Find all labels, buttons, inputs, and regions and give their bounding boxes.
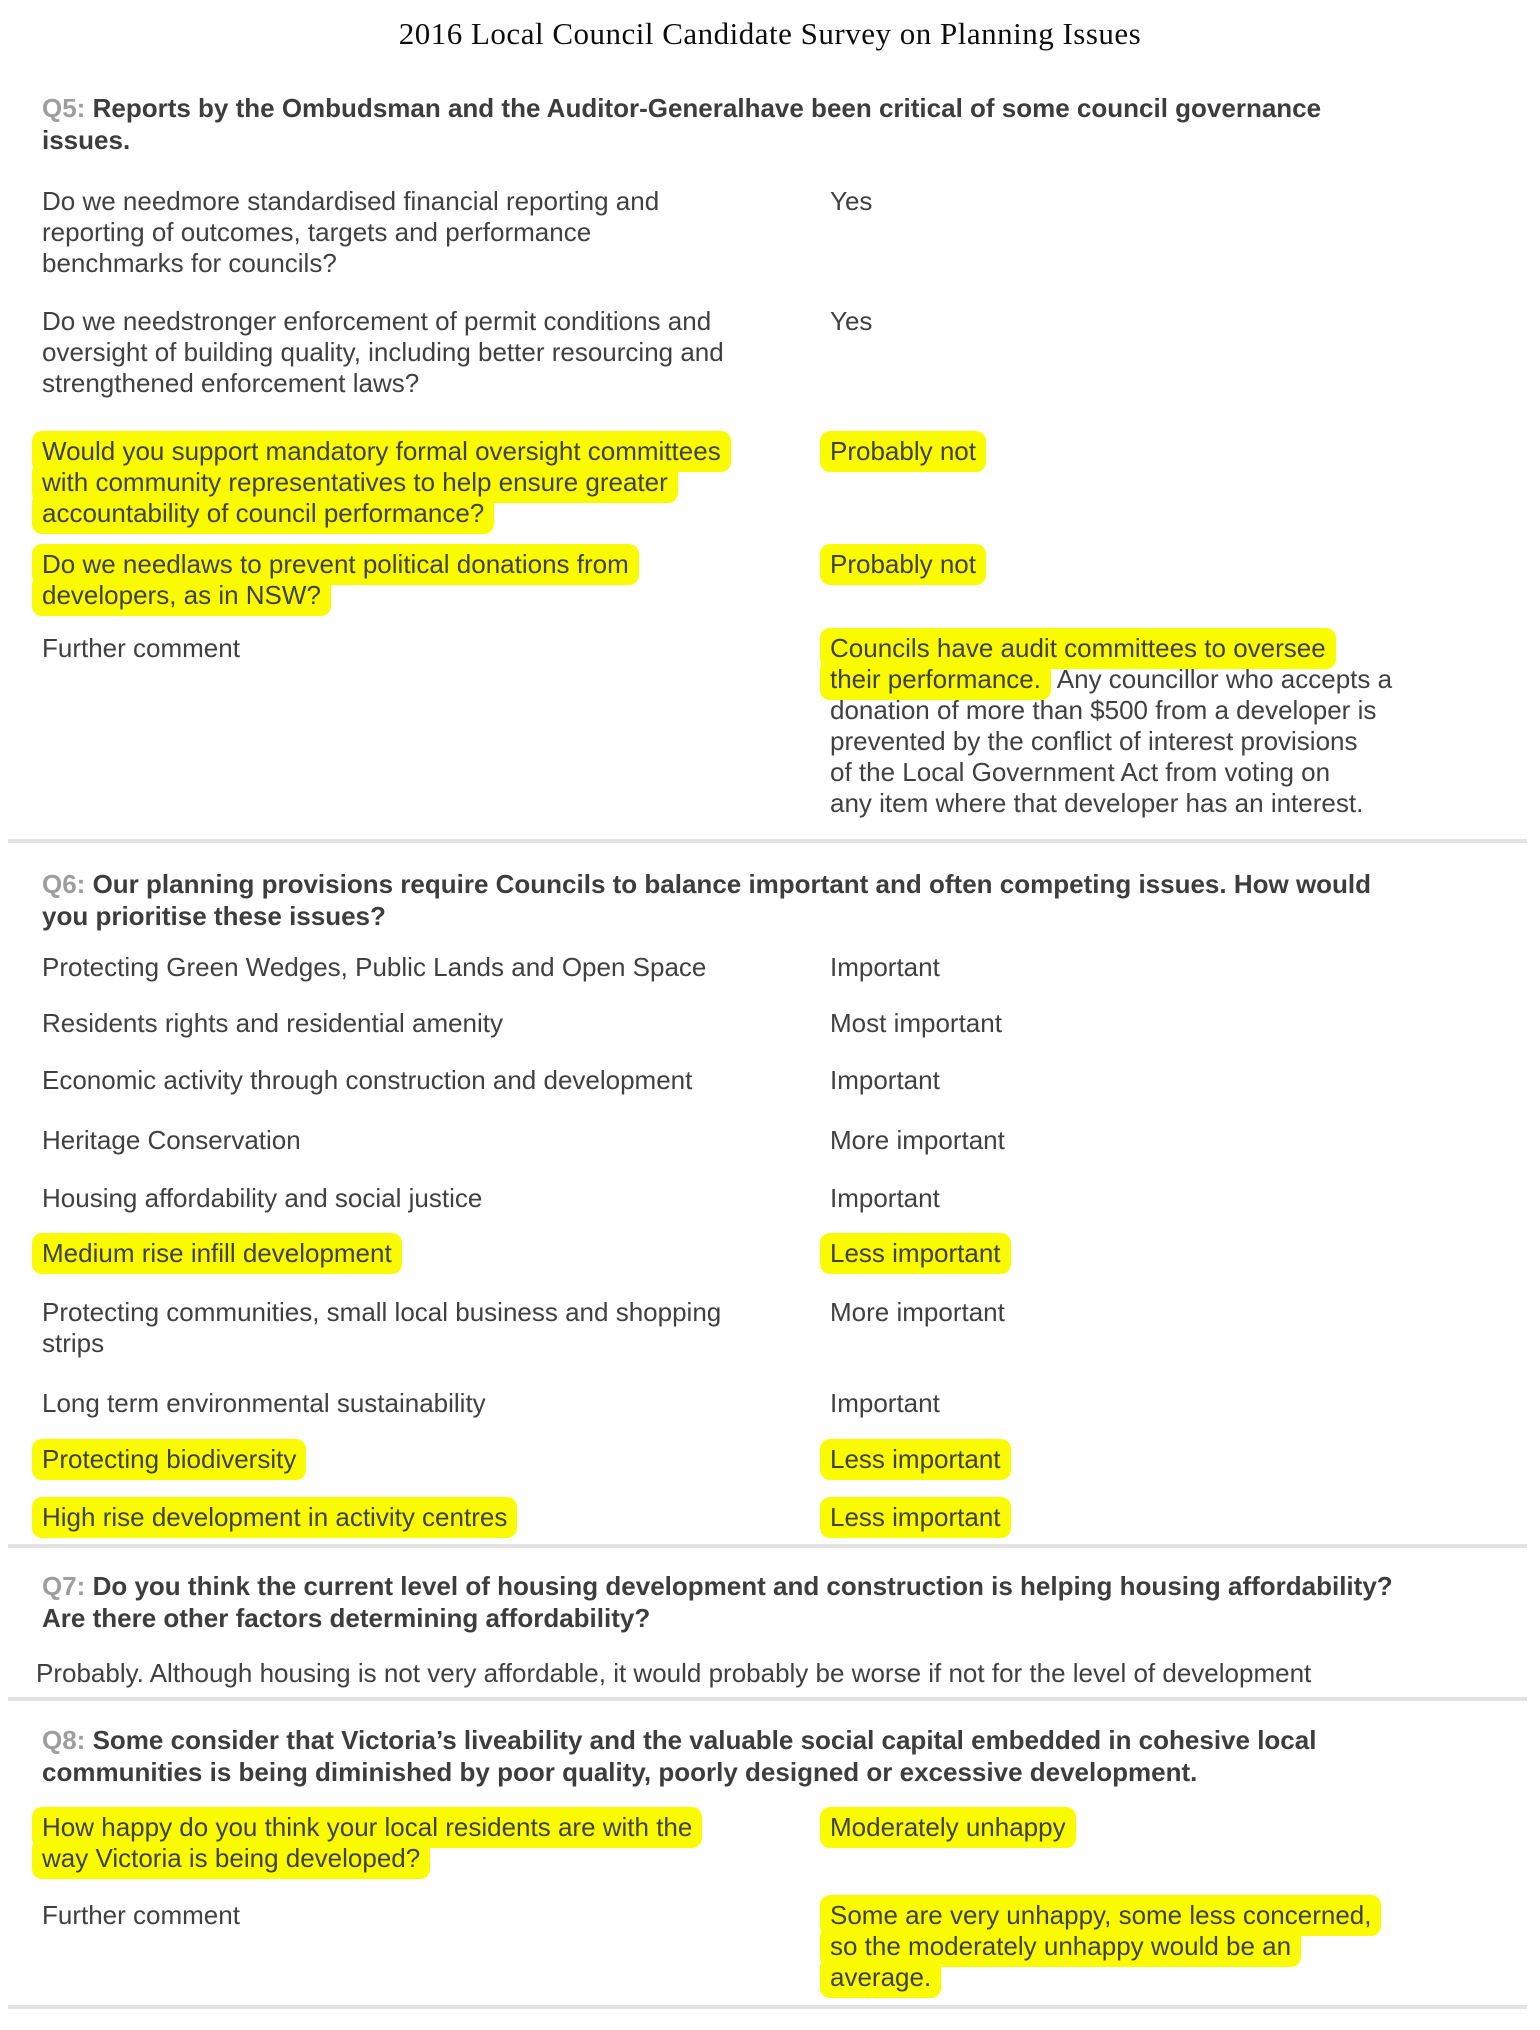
q7-section-heading [42,1570,1522,1634]
answer-cell: More important [830,1125,1005,1155]
further-comment-label: Further comment [42,633,240,663]
q6-row-economic-activity [42,1065,1522,1096]
question-cell: Housing affordability and social justice [42,1183,483,1213]
q6-row-high-rise-development [42,1502,1522,1533]
q7-heading-line-1: Q7: Do you think the current level of housing development and construction is helping housing affordability? [42,1571,1393,1601]
highlight-mark: average. [820,1957,941,1998]
highlight-mark: Would you support mandatory formal oversight committees [32,431,731,472]
q6-row-protecting-communities [42,1297,1522,1359]
highlight-mark: Probably not [820,431,986,472]
q8-heading-line-2: communities is being diminished by poor quality, poorly designed or excessive development. [42,1757,1198,1787]
q7-label: Q7: [42,1571,86,1601]
answer-cell: Important [830,952,940,982]
q8-section-heading [42,1724,1522,1788]
question-cell: Do we needmore standardised financial reporting and reporting of outcomes, targets and performance benchmarks for councils? [42,186,660,278]
highlight-mark: Councils have audit committees to oversee [820,628,1336,669]
answer-cell: Yes [830,186,873,216]
answer-cell [830,1502,1530,1533]
question-cell: Do we needstronger enforcement of permit conditions and oversight of building quality, including better resourcing and strengthened enforcement laws? [42,306,724,398]
q5-row-political-donations [42,549,1522,611]
q5-row-permit-enforcement [42,306,1522,399]
highlight-mark: Probably not [820,544,986,585]
highlight-mark: Less important [820,1439,1011,1480]
question-cell [42,436,812,529]
answer-cell: Important [830,1388,940,1418]
answer-cell: Most important [830,1008,1002,1038]
further-comment-label: Further comment [42,1900,240,1930]
question-cell [42,1502,812,1533]
answer-cell [830,1812,1530,1843]
answer-cell: Councils have audit committees to oversee their performance. Any councillor who accepts a donation of more than $500 from a developer is prevented by the conflict of interest provisions of the Local Government Act from voting on any item where that developer has an interest. [830,633,1530,819]
question-cell [42,1900,812,1931]
answer-cell: Yes [830,306,873,336]
highlight-mark: Do we needlaws to prevent political donations from [32,544,639,585]
answer-cell [830,1238,1530,1269]
answer-cell [830,436,1530,467]
highlight-mark: accountability of council performance? [32,493,494,534]
q6-row-green-wedges [42,952,1522,983]
q6-row-environmental-sustainability [42,1388,1522,1419]
q6-row-medium-rise-infill [42,1238,1522,1269]
highlight-mark: developers, as in NSW? [32,575,331,616]
highlight-mark: High rise development in activity centres [32,1497,517,1538]
q6-row-protecting-biodiversity [42,1444,1522,1475]
question-cell: Protecting communities, small local business and shopping strips [42,1297,722,1358]
highlight-mark: with community representatives to help ensure greater [32,462,678,503]
question-cell [42,633,812,664]
section-divider [8,1544,1527,1548]
q5-heading-line-2: issues. [42,125,131,155]
highlight-mark: How happy do you think your local residents are with the [32,1807,702,1848]
answer-cell: Important [830,1183,940,1213]
q6-heading-line-2: you prioritise these issues? [42,901,386,931]
question-cell: Economic activity through construction and development [42,1065,693,1095]
highlight-mark: Moderately unhappy [820,1807,1076,1848]
q6-row-housing-affordability [42,1183,1522,1214]
answer-cell: More important [830,1297,1005,1327]
question-cell: Residents rights and residential amenity [42,1008,504,1038]
q5-section-heading [42,92,1522,156]
q8-further-comment-row [42,1900,1522,1992]
question-cell [42,549,812,611]
highlight-mark: Protecting biodiversity [32,1439,306,1480]
section-divider [8,839,1527,843]
section-divider [8,1697,1527,1701]
question-cell: Heritage Conservation [42,1125,301,1155]
question-cell [42,1812,812,1874]
highlight-mark: Less important [820,1497,1011,1538]
highlight-mark: way Victoria is being developed? [32,1838,430,1879]
q8-row-resident-happiness [42,1812,1522,1874]
question-cell [42,1444,812,1475]
question-cell: Long term environmental sustainability [42,1388,486,1418]
q5-row-financial-reporting [42,186,1522,279]
q6-label: Q6: [42,869,86,899]
q5-label: Q5: [42,93,86,123]
q6-heading-line-1: Q6: Our planning provisions require Councils to balance important and often competing issues. How would [42,869,1372,899]
q6-row-heritage-conservation [42,1125,1522,1156]
answer-cell [830,1900,1530,1993]
answer-cell: Important [830,1065,940,1095]
q8-heading-line-1: Q8: Some consider that Victoria’s liveability and the valuable social capital embedded in cohesive local [42,1725,1317,1755]
q7-heading-line-2: Are there other factors determining affordability? [42,1603,651,1633]
page-title: 2016 Local Council Candidate Survey on Planning Issues [398,16,1142,51]
q6-section-heading [42,868,1522,932]
highlight-mark: Some are very unhappy, some less concerned, [820,1895,1381,1936]
q6-row-residents-rights [42,1008,1522,1039]
q5-row-oversight-committees [42,436,1522,529]
section-divider [8,2005,1527,2009]
q8-label: Q8: [42,1725,86,1755]
question-cell [42,1238,812,1269]
answer-cell [830,549,1530,580]
q5-further-comment-row [42,633,1522,818]
highlight-mark: their performance. [820,659,1051,700]
highlight-mark: so the moderately unhappy would be an [820,1926,1301,1967]
answer-cell [830,1444,1530,1475]
q5-heading-line-1: Q5: Reports by the Ombudsman and the Auditor-Generalhave been critical of some council governance [42,93,1322,123]
q7-answer-text: Probably. Although housing is not very affordable, it would probably be worse if not for the level of development [36,1658,1312,1688]
question-cell: Protecting Green Wedges, Public Lands and Open Space [42,952,707,982]
highlight-mark: Less important [820,1233,1011,1274]
highlight-mark: Medium rise infill development [32,1233,402,1274]
